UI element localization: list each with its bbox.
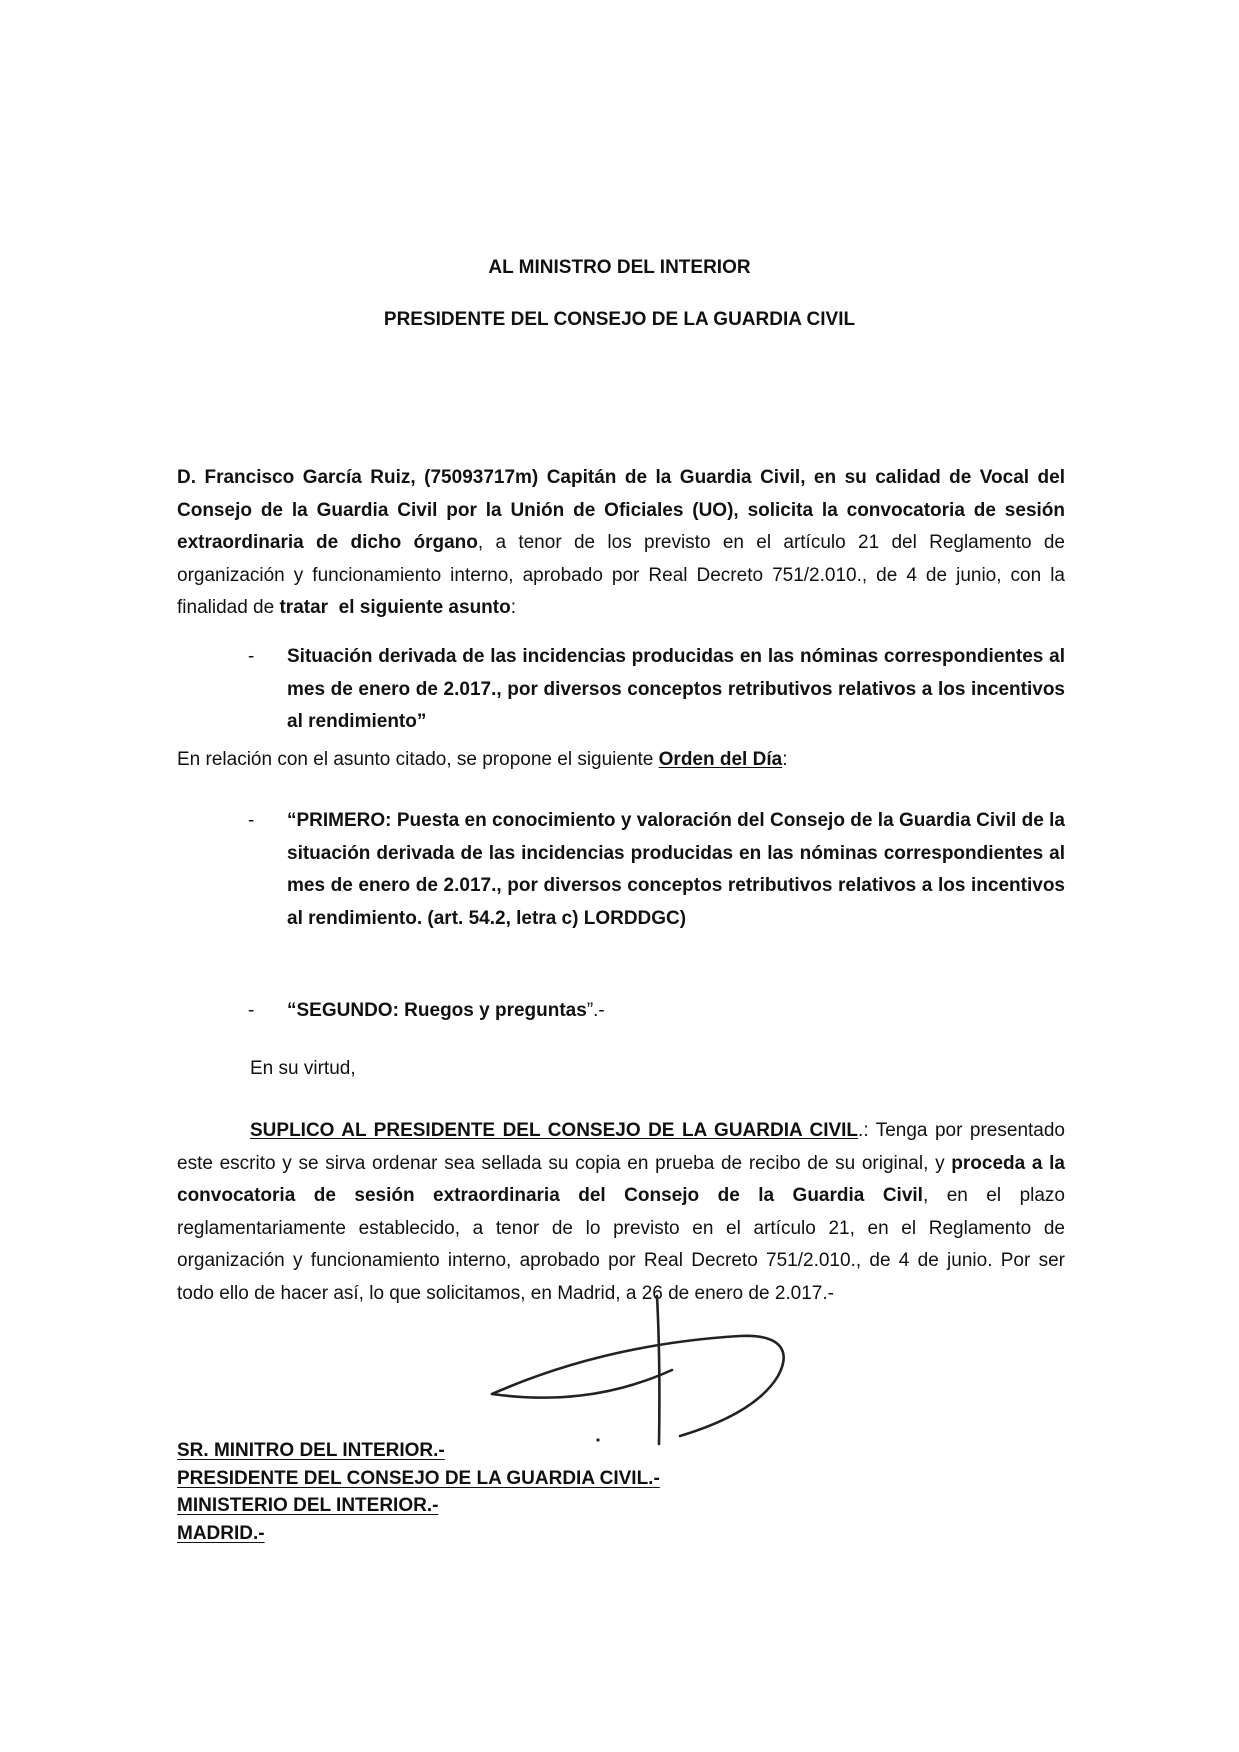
signature-dot [596,1438,599,1441]
en-su-virtud: En su virtud, [250,1058,356,1079]
intro-bold-request: solicita la convocatoria de sesión extraordinaria de dicho órgano [177,499,1066,553]
agenda-item-second-text [287,995,1065,1028]
addressee-line-2: PRESIDENTE DEL CONSEJO DE LA GUARDIA CIVIL.- [177,1468,660,1489]
handwritten-signature-icon [490,1294,820,1454]
intro-bold-asunto: el siguiente asunto [338,597,511,618]
heading-line-1: AL MINISTRO DEL INTERIOR [488,257,751,278]
addressee-line-4: MADRID.- [177,1523,265,1544]
request-text-1: .: Tenga por presentado este escrito y se sirva ordenar sea sellada su copia en prueba de recibo de su original, y [177,1120,1065,1174]
heading-line-2: PRESIDENTE DEL CONSEJO DE LA GUARDIA CIVIL [383,309,856,330]
subject-dash: - [248,646,255,667]
request-text-2: , en el plazo reglamentariamente establecido, a tenor de lo previsto en el artículo 21, en el Reglamento de organización y funcionamiento interno, aprobado por Real Decreto 751/2.010., de 4 de junio. Por ser todo ello de hacer así, lo que solicitamos, en Madrid, a 26 de enero de 2.017.- [177,1185,1065,1304]
signature-stroke-vertical [657,1296,659,1444]
agenda-item-first-dash: - [248,810,255,831]
intro-text-2: : [510,597,516,618]
agenda-item-first-text: “PRIMERO: Puesta en conocimiento y valoración del Consejo de la Guardia Civil de la situación derivada de las incidencias producidas en las nóminas correspondientes al mes de enero de 2.017., por diversos conceptos retributivos relativos a los incentivos al rendimiento. (art. 54.2, letra c) LORDDGC) [287,810,1065,929]
agenda-intro-colon: : [782,749,788,770]
signature-stroke-loop [492,1336,784,1436]
addressee-line-3: MINISTERIO DEL INTERIOR.- [177,1495,439,1516]
intro-bold-requester: D. Francisco García Ruiz, (75093717m) Capitán de la Guardia Civil, en su calidad de Vocal del Consejo de la Guardia Civil por la Unión de Oficiales (UO), [177,467,1065,521]
addressee-line-1: SR. MINITRO DEL INTERIOR.- [177,1440,445,1461]
request-bold: proceda a la convocatoria de sesión extraordinaria del Consejo de la Guardia Civil [177,1152,1065,1206]
subject-text: Situación derivada de las incidencias producidas en las nóminas correspondientes al mes de enero de 2.017., por diversos conceptos retributivos relativos a los incentivos al rendimiento” [287,646,1065,732]
request-paragraph [177,1115,1065,1310]
intro-text-1: , a tenor de los previsto en el artículo 21 del Reglamento de organización y funcionamiento interno, aprobado por Real Decreto 751/2.010., de 4 de junio, con la finalidad de [177,532,1065,618]
agenda-item-second-bold: “SEGUNDO: Ruegos y preguntas [287,1000,587,1021]
agenda-title: Orden del Día [658,749,783,770]
intro-paragraph [177,462,1065,625]
request-underlined: SUPLICO AL PRESIDENTE DEL CONSEJO DE LA GUARDIA CIVIL [250,1120,859,1141]
agenda-item-second-tail: ”.- [586,1000,605,1021]
agenda-intro-text: En relación con el asunto citado, se propone el siguiente [177,749,654,770]
intro-bold-tratar: tratar [279,597,329,618]
agenda-item-second-dash: - [248,1000,255,1021]
agenda-intro [177,744,1065,777]
